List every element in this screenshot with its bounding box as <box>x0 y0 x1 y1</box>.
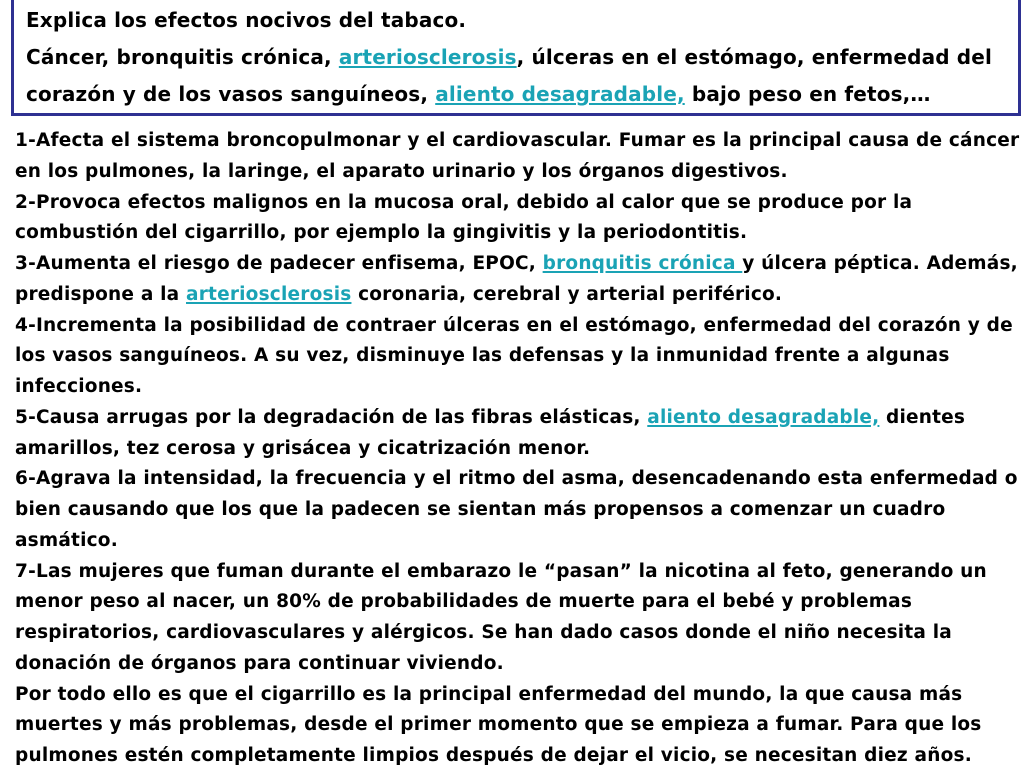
body-line <box>15 279 782 311</box>
hyperlink[interactable]: aliento desagradable, <box>647 406 880 428</box>
text-segment: Por todo ello es que el cigarrillo es la principal enfermedad del mundo, la que causa más <box>15 683 963 705</box>
text-segment: corazón y de los vasos sanguíneos, <box>26 82 436 106</box>
text-segment: asmático. <box>15 529 118 551</box>
question-line <box>26 4 466 36</box>
text-segment: bajo peso en fetos,… <box>684 82 931 106</box>
body-line <box>15 494 945 526</box>
text-segment: los vasos sanguíneos. A su vez, disminuye las defensas y la inmunidad frente a algunas <box>15 345 950 367</box>
text-segment: muertes y más problemas, desde el primer momento que se empieza a fumar. Para que los <box>15 714 982 736</box>
hyperlink[interactable]: aliento desagradable, <box>435 82 685 106</box>
text-segment: respiratorios, cardiovasculares y alérgicos. Se han dado casos donde el niño necesita la <box>15 622 952 643</box>
text-segment: infecciones. <box>15 376 143 397</box>
text-segment: combustión del cigarrillo, por ejemplo la gingivitis y la periodontitis. <box>15 222 748 244</box>
body-line <box>15 556 987 588</box>
hyperlink[interactable]: bronquitis crónica <box>542 253 743 274</box>
text-segment: menor peso al nacer, un 80% de probabilidades de muerte para el bebé y problemas <box>15 591 913 613</box>
text-segment: en los pulmones, la laringe, el aparato urinario y los órganos digestivos. <box>15 160 788 182</box>
body-line <box>15 709 982 741</box>
text-segment: predispone a la <box>15 283 187 305</box>
body-line <box>15 679 962 711</box>
hyperlink[interactable]: arteriosclerosis <box>186 283 352 305</box>
body-line <box>15 740 972 772</box>
text-segment: donación de órganos para continuar viviendo. <box>15 652 504 674</box>
text-segment: 7-Las mujeres que fuman durante el embarazo le “pasan” la nicotina al feto, generando un <box>15 560 987 582</box>
body-line <box>15 463 1018 495</box>
body-line <box>15 371 142 403</box>
body-line <box>15 586 912 618</box>
text-segment: dientes <box>879 406 966 428</box>
text-segment: Explica los efectos nocivos del tabaco. <box>26 8 467 32</box>
body-line <box>15 125 1019 157</box>
body-line <box>15 648 504 680</box>
text-segment: y úlcera péptica. Además, <box>742 253 1018 274</box>
body-line <box>15 156 788 188</box>
body-line <box>15 617 952 649</box>
question-box <box>11 0 1021 116</box>
text-segment: 4-Incrementa la posibilidad de contraer úlceras en el estómago, enfermedad del corazón y de <box>15 314 1013 336</box>
body-line <box>15 525 118 557</box>
text-segment: coronaria, cerebral y arterial periférico. <box>351 283 783 305</box>
text-segment: 5-Causa arrugas por la degradación de las fibras elásticas, <box>15 406 648 428</box>
text-segment: 1-Afecta el sistema broncopulmonar y el cardiovascular. Fumar es la principal causa de cáncer <box>15 130 1020 151</box>
text-segment: pulmones estén completamente limpios después de dejar el vicio, se necesitan diez años. <box>15 745 972 766</box>
text-segment: amarillos, tez cerosa y grisácea y cicatrización menor. <box>15 437 591 459</box>
hyperlink[interactable]: arteriosclerosis <box>338 45 517 69</box>
body-line <box>15 187 912 219</box>
text-segment: bien causando que los que la padecen se sientan más propensos a comenzar un cuadro <box>15 499 946 520</box>
text-segment: 2-Provoca efectos malignos en la mucosa oral, debido al calor que se produce por la <box>15 191 913 213</box>
text-segment: 3-Aumenta el riesgo de padecer enfisema, EPOC, <box>15 253 543 274</box>
body-line <box>15 248 1018 280</box>
body-line <box>15 433 590 465</box>
body-line <box>15 340 950 372</box>
text-segment: Cáncer, bronquitis crónica, <box>26 45 339 69</box>
body-line <box>15 310 1013 342</box>
question-line <box>26 78 931 110</box>
text-segment: 6-Agrava la intensidad, la frecuencia y el ritmo del asma, desencadenando esta enfermedad o <box>15 468 1018 490</box>
body-line <box>15 402 965 434</box>
question-line <box>26 41 992 73</box>
text-segment: , úlceras en el estómago, enfermedad del <box>516 45 992 69</box>
body-line <box>15 217 747 249</box>
